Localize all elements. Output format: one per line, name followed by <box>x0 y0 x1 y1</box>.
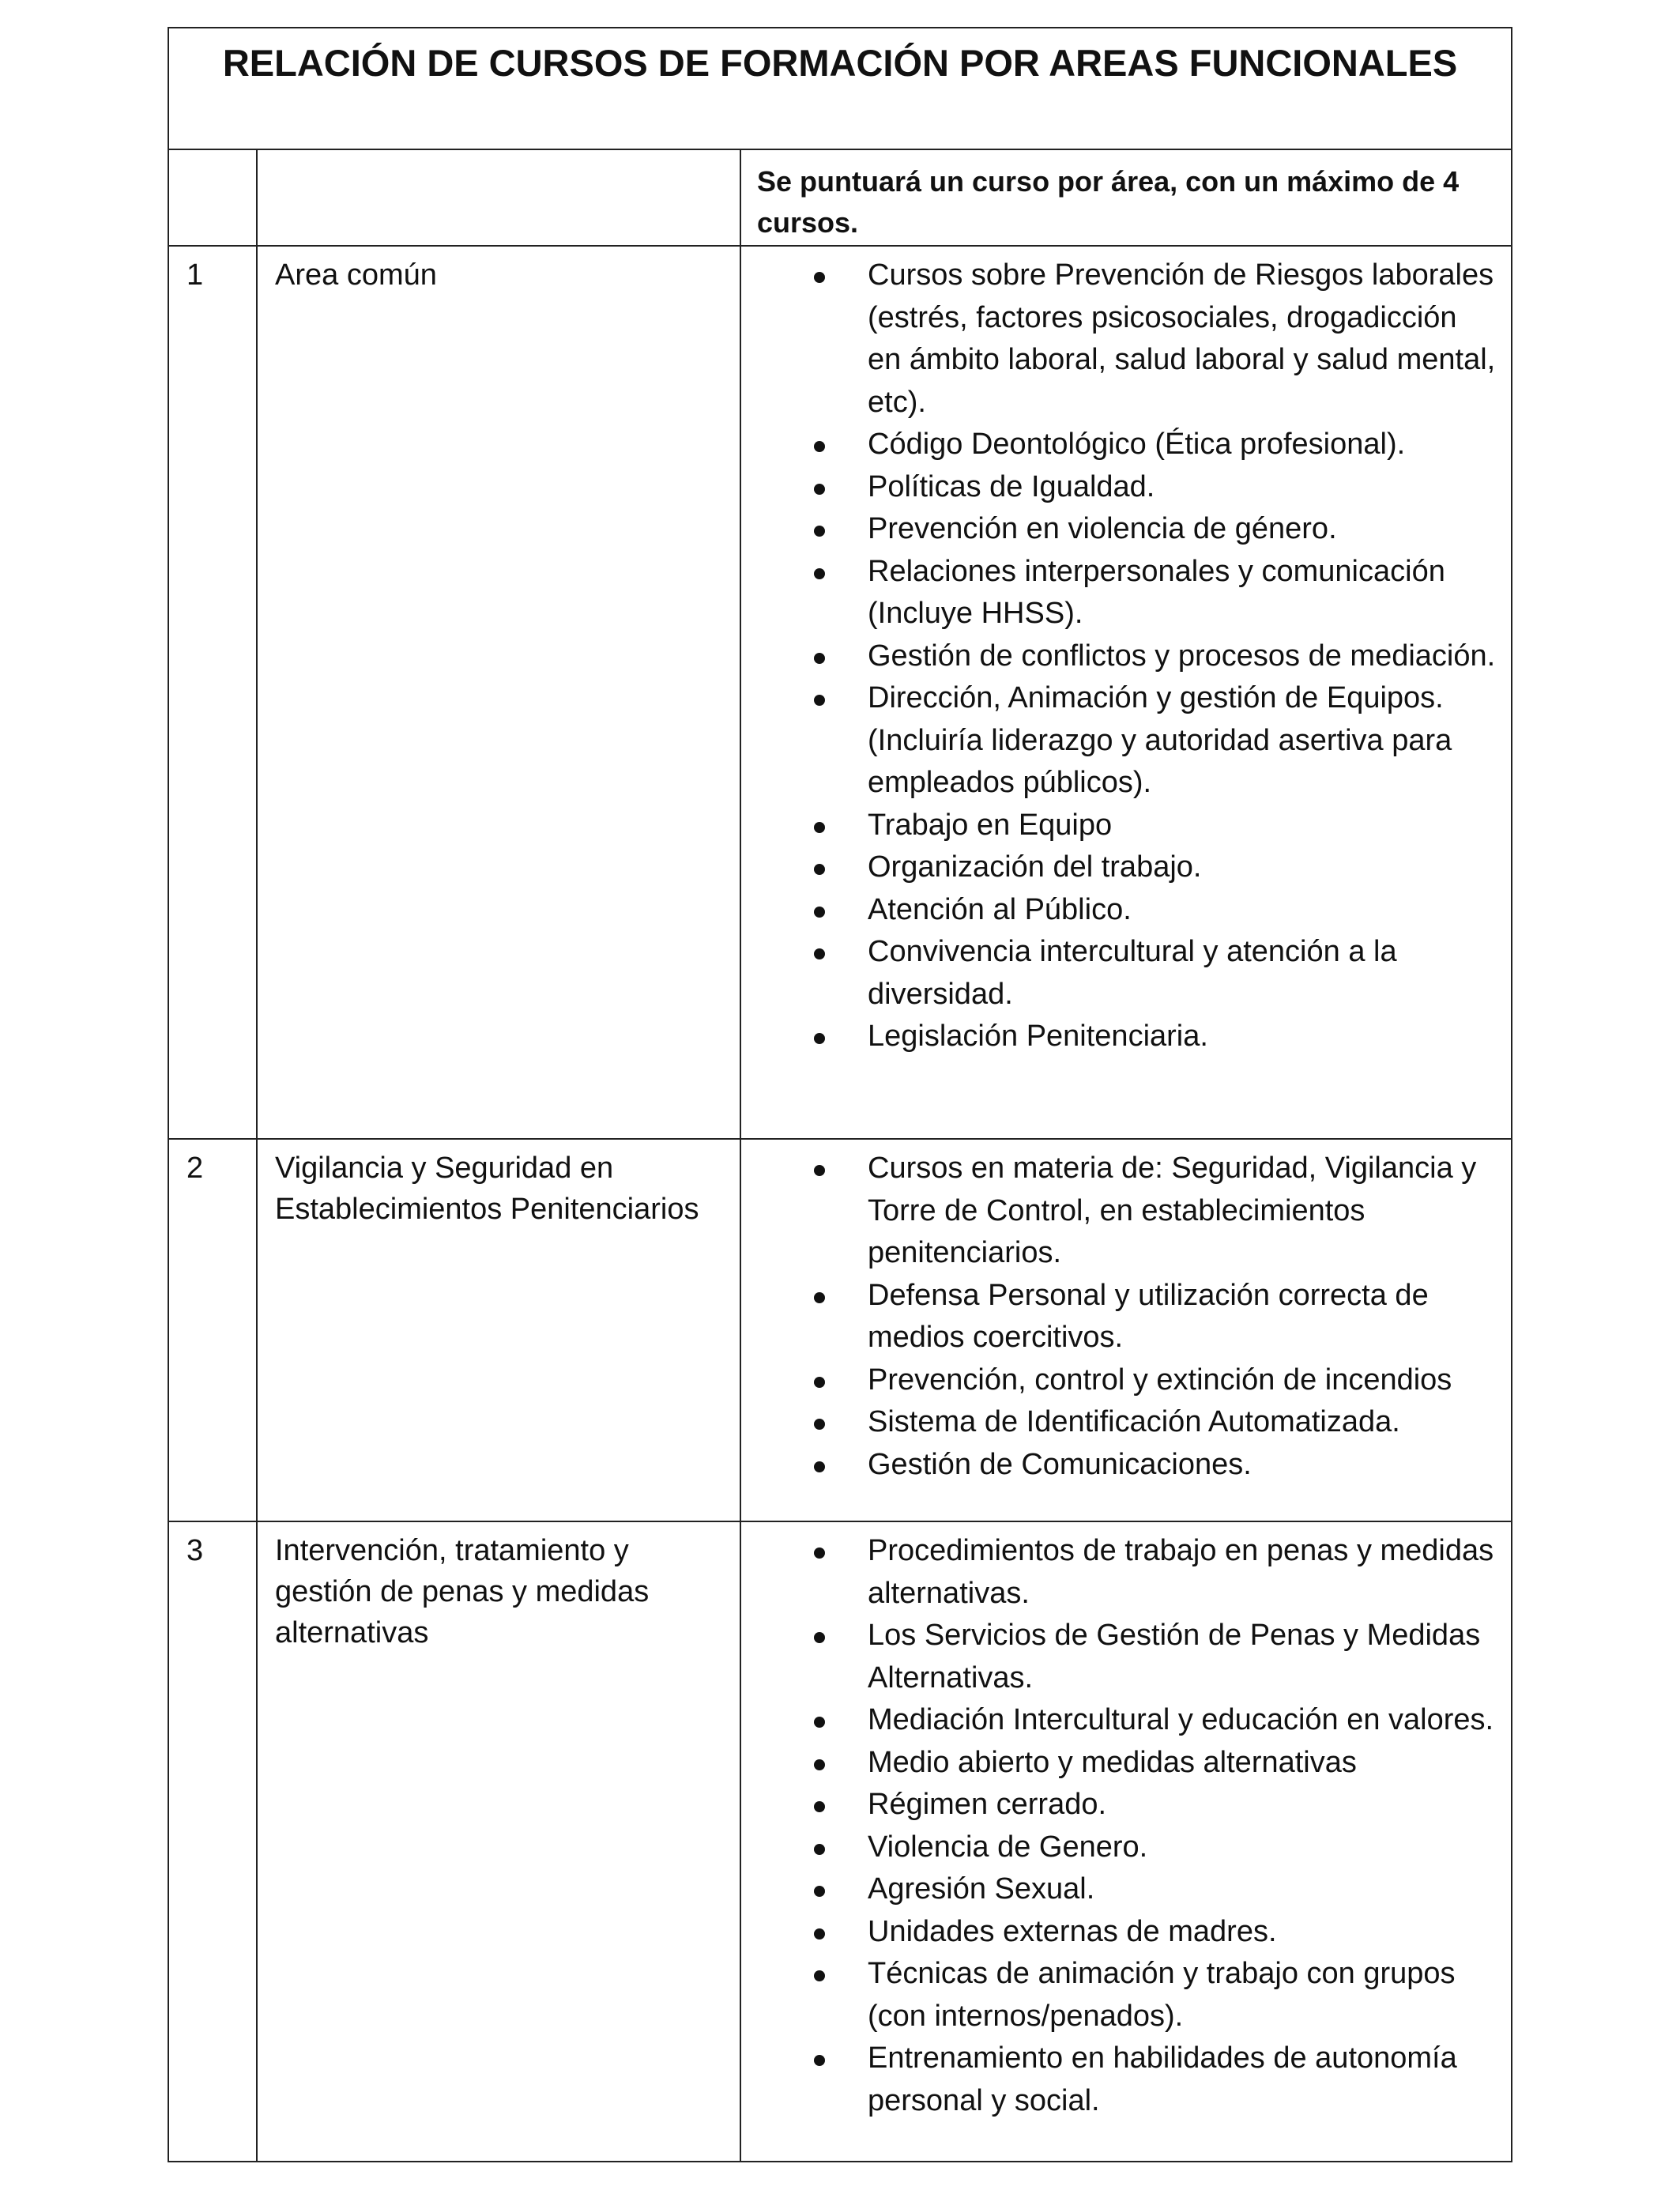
course-item <box>741 1826 1497 1869</box>
course-item <box>741 931 1497 1016</box>
bullet-icon <box>814 1419 825 1430</box>
course-item <box>741 424 1497 466</box>
course-item <box>741 677 1497 805</box>
area-name-cell <box>257 1521 740 2162</box>
course-item <box>741 466 1497 509</box>
course-text: Técnicas de animación y trabajo con grupos (con internos/penados). <box>868 1957 1456 2033</box>
course-text: Régimen cerrado. <box>868 1788 1107 1821</box>
bullet-icon <box>814 1632 825 1643</box>
bullet-icon <box>814 948 825 959</box>
bullet-icon <box>814 864 825 875</box>
courses-cell <box>740 246 1512 1139</box>
course-item <box>741 1275 1497 1359</box>
title-cell <box>168 28 1512 149</box>
course-text: Código Deontológico (Ética profesional). <box>868 428 1406 461</box>
area-number-cell <box>168 246 257 1139</box>
bullet-icon <box>814 1886 825 1897</box>
note-cell <box>740 149 1512 246</box>
bullet-icon <box>814 2055 825 2066</box>
course-text: Organización del trabajo. <box>868 850 1202 884</box>
bullet-icon <box>814 1377 825 1388</box>
course-text: Atención al Público. <box>868 892 1132 926</box>
area-name: Intervención, tratamiento y gestión de penas y medidas alternativas <box>275 1534 650 1649</box>
area-name: Vigilancia y Seguridad en Establecimientos Penitenciarios <box>275 1152 699 1226</box>
table-row <box>168 1139 1512 1521</box>
course-item <box>741 846 1497 889</box>
bullet-icon <box>814 1461 825 1472</box>
bullet-icon <box>814 1970 825 1981</box>
bullet-icon <box>814 526 825 537</box>
course-item <box>741 1615 1497 1699</box>
empty-area-cell <box>257 149 740 246</box>
bullet-icon <box>814 1717 825 1728</box>
courses-cell <box>740 1139 1512 1521</box>
course-item <box>741 1742 1497 1785</box>
bullet-icon <box>814 653 825 664</box>
course-item <box>741 1444 1497 1487</box>
table-row <box>168 1521 1512 2162</box>
course-text: Relaciones interpersonales y comunicación (Incluye HHSS). <box>868 554 1445 630</box>
area-name-cell <box>257 1139 740 1521</box>
bullet-icon <box>814 1165 825 1176</box>
table-row <box>168 246 1512 1139</box>
area-name-cell <box>257 246 740 1139</box>
course-text: Sistema de Identificación Automatizada. <box>868 1405 1400 1438</box>
course-text: Gestión de Comunicaciones. <box>868 1447 1252 1481</box>
course-text: Trabajo en Equipo <box>868 808 1113 842</box>
bullet-icon <box>814 1033 825 1044</box>
bullet-icon <box>814 822 825 833</box>
course-item <box>741 889 1497 932</box>
course-item <box>741 1016 1497 1058</box>
course-item <box>741 2038 1497 2122</box>
course-item <box>741 508 1497 551</box>
bullet-icon <box>814 1292 825 1303</box>
course-text: Convivencia intercultural y atención a la diversidad. <box>868 935 1397 1011</box>
area-number: 3 <box>186 1534 204 1567</box>
bullet-icon <box>814 1801 825 1812</box>
course-text: Los Servicios de Gestión de Penas y Medidas Alternativas. <box>868 1619 1481 1695</box>
note-row <box>168 149 1512 246</box>
course-list <box>741 1140 1511 1517</box>
bullet-icon <box>814 484 825 495</box>
course-item <box>741 1401 1497 1444</box>
bullet-icon <box>814 1759 825 1770</box>
title-row <box>168 28 1512 149</box>
area-number: 1 <box>186 258 204 292</box>
bullet-icon <box>814 272 825 283</box>
course-item <box>741 551 1497 635</box>
course-item <box>741 1359 1497 1402</box>
bullet-icon <box>814 695 825 706</box>
course-item <box>741 254 1497 424</box>
area-number-cell <box>168 1139 257 1521</box>
bullet-icon <box>814 907 825 918</box>
document-title: RELACIÓN DE CURSOS DE FORMACIÓN POR AREAS FUNCIONALES <box>222 42 1458 84</box>
course-text: Entrenamiento en habilidades de autonomía personal y social. <box>868 2041 1457 2117</box>
course-text: Medio abierto y medidas alternativas <box>868 1745 1357 1779</box>
course-item <box>741 1699 1497 1742</box>
course-text: Cursos sobre Prevención de Riesgos laborales (estrés, factores psicosociales, drogadicción en ámbito laboral, salud laboral y salud mental, etc). <box>868 258 1496 419</box>
course-text: Unidades externas de madres. <box>868 1914 1277 1948</box>
course-text: Prevención en violencia de género. <box>868 512 1337 545</box>
area-number-cell <box>168 1521 257 2162</box>
course-text: Violencia de Genero. <box>868 1830 1148 1864</box>
course-list <box>741 247 1511 1090</box>
bullet-icon <box>814 1928 825 1940</box>
course-text: Defensa Personal y utilización correcta de medios coercitivos. <box>868 1278 1429 1354</box>
course-text: Dirección, Animación y gestión de Equipos. (Incluiría liderazgo y autoridad asertiva para empleados públicos). <box>868 681 1452 799</box>
course-list <box>741 1522 1511 2154</box>
area-number: 2 <box>186 1152 204 1185</box>
area-name: Area común <box>275 258 437 292</box>
course-text: Prevención, control y extinción de incendios <box>868 1363 1452 1397</box>
course-text: Gestión de conflictos y procesos de mediación. <box>868 639 1496 673</box>
course-text: Políticas de Igualdad. <box>868 469 1155 503</box>
course-text: Agresión Sexual. <box>868 1872 1095 1906</box>
course-text: Procedimientos de trabajo en penas y medidas alternativas. <box>868 1534 1494 1610</box>
course-item <box>741 805 1497 847</box>
course-text: Cursos en materia de: Seguridad, Vigilancia y Torre de Control, en establecimientos penitenciarios. <box>868 1152 1477 1269</box>
bullet-icon <box>814 1844 825 1855</box>
course-item <box>741 1953 1497 2038</box>
bullet-icon <box>814 441 825 452</box>
course-text: Legislación Penitenciaria. <box>868 1020 1208 1053</box>
course-text: Mediación Intercultural y educación en valores. <box>868 1703 1494 1736</box>
scoring-note: Se puntuará un curso por área, con un máximo de 4 cursos. <box>757 165 1460 239</box>
bullet-icon <box>814 1547 825 1559</box>
course-item <box>741 1868 1497 1911</box>
empty-number-cell <box>168 149 257 246</box>
course-item <box>741 1784 1497 1826</box>
course-item <box>741 1148 1497 1275</box>
course-item <box>741 635 1497 678</box>
bullet-icon <box>814 568 825 579</box>
course-item <box>741 1911 1497 1954</box>
course-item <box>741 1530 1497 1615</box>
courses-cell <box>740 1521 1512 2162</box>
courses-table <box>168 27 1512 2162</box>
